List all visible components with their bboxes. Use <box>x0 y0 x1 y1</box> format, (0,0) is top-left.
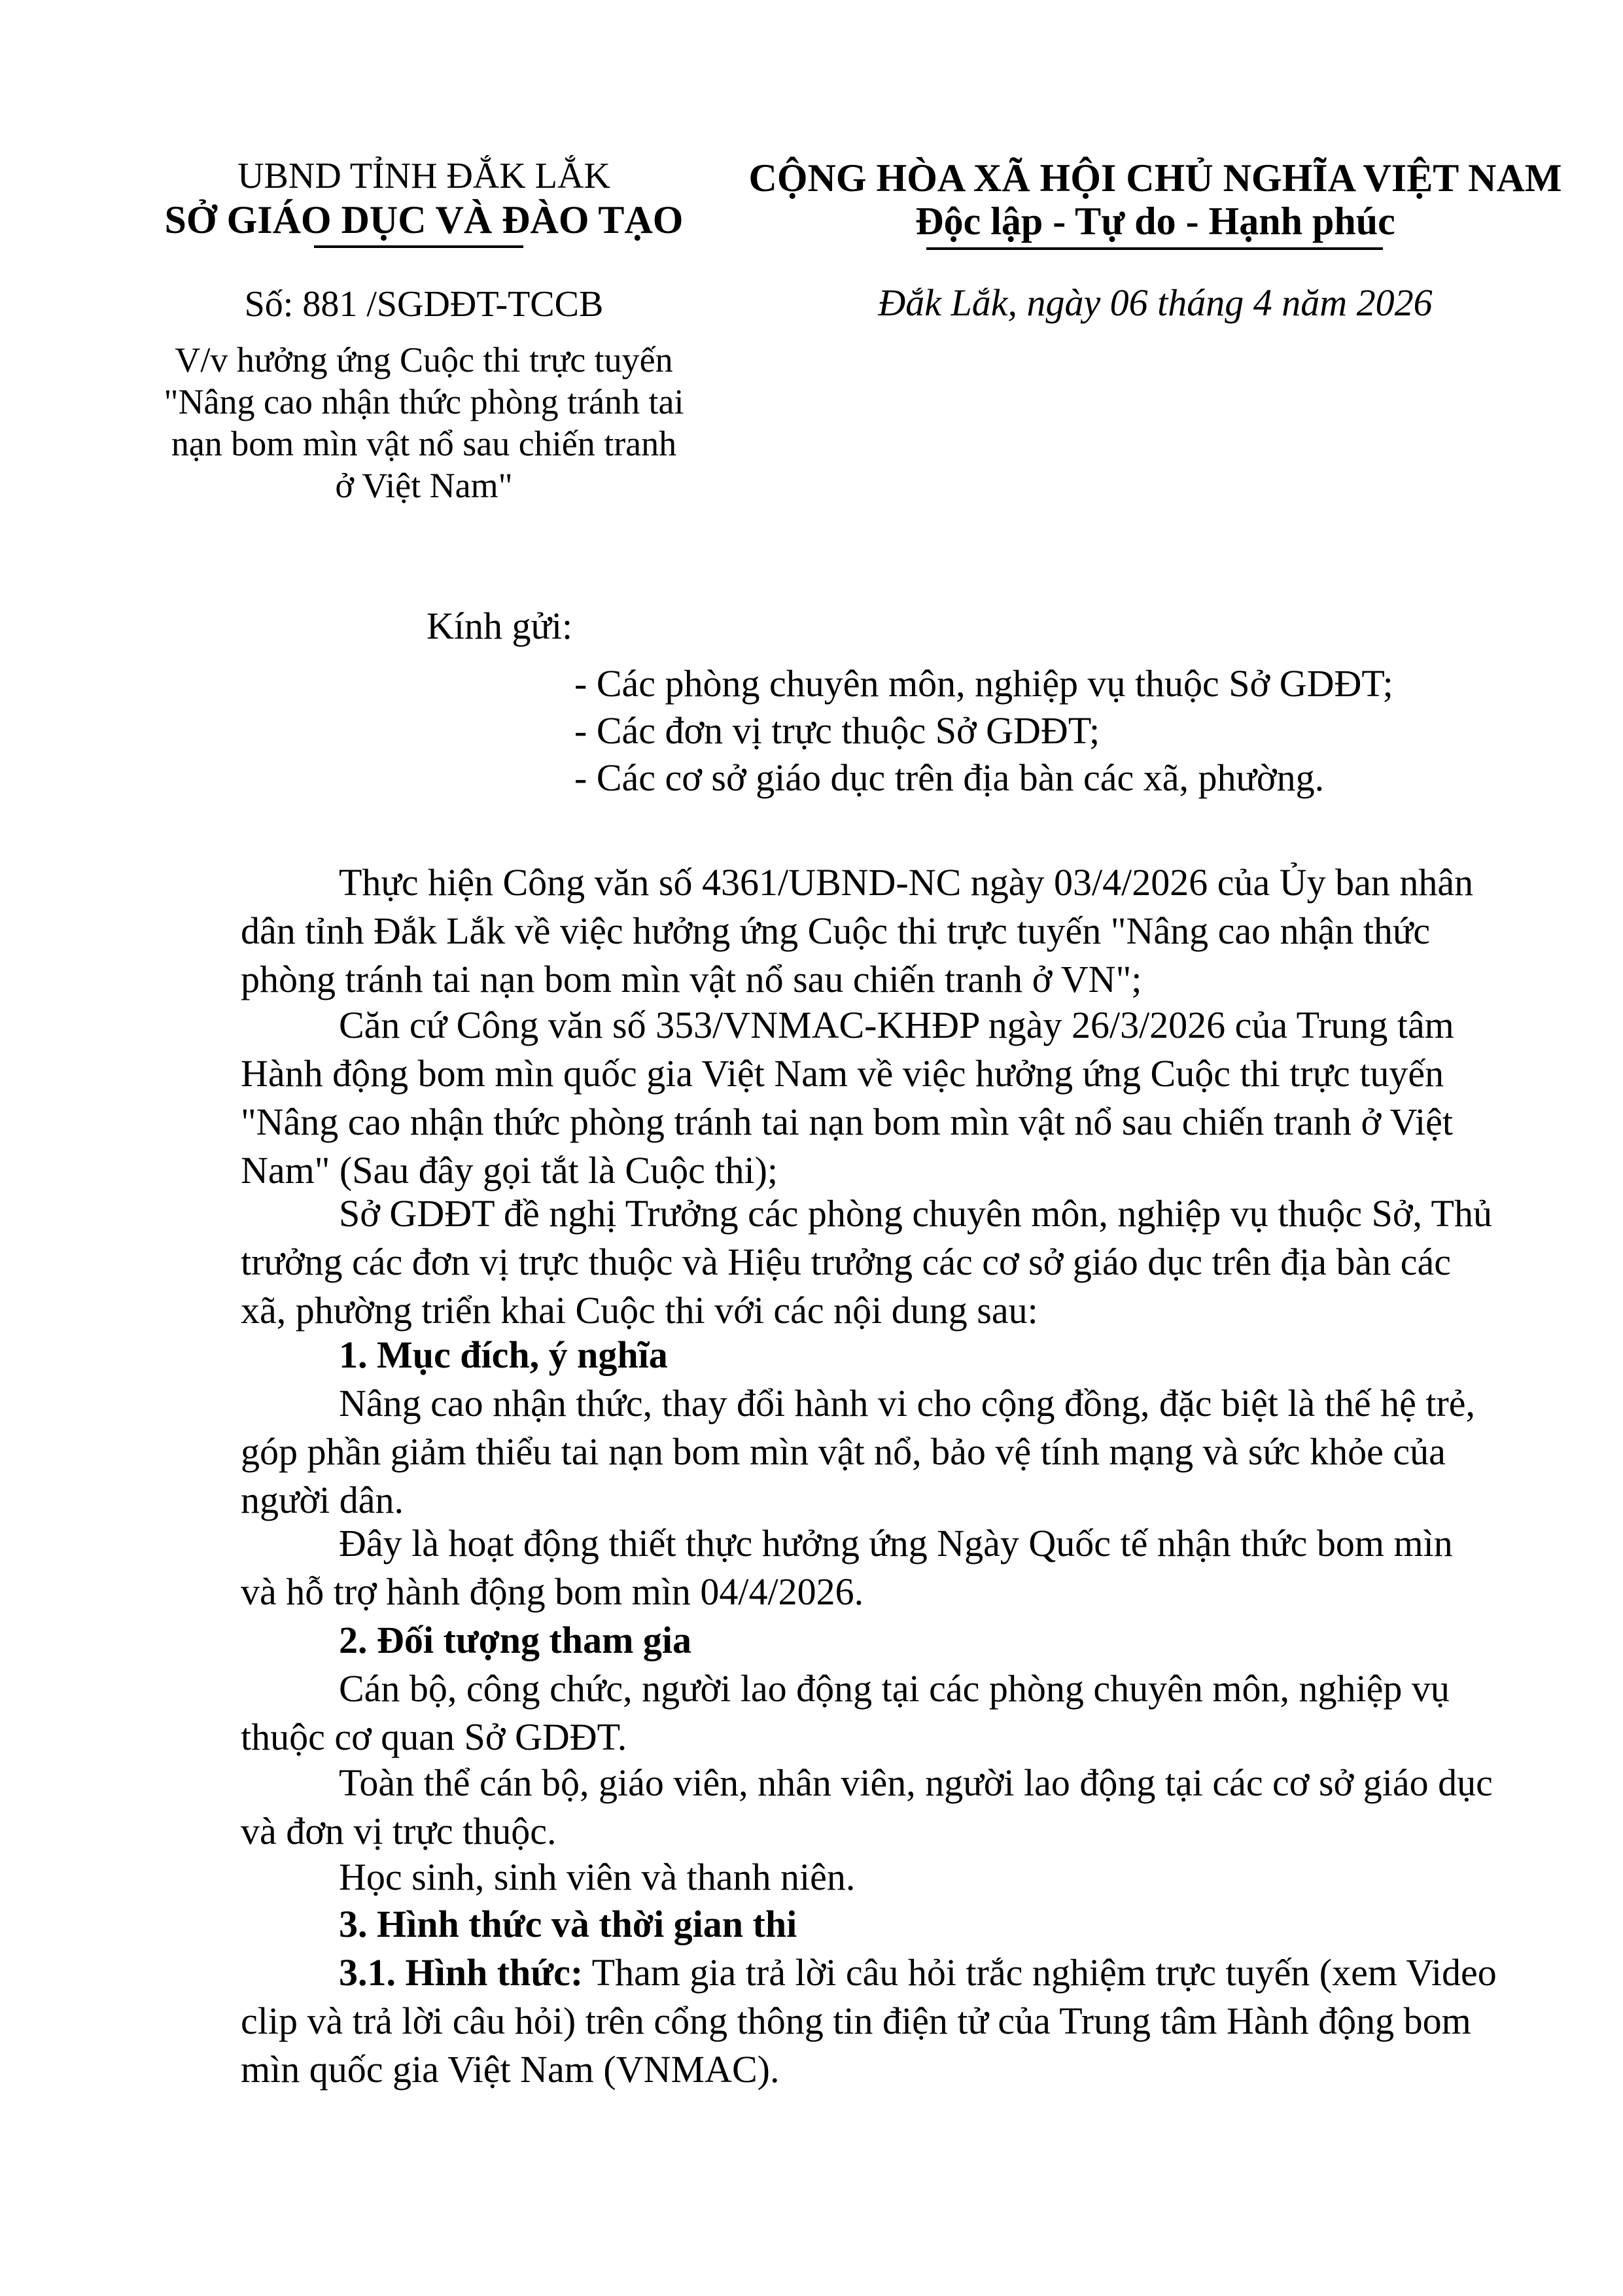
paragraph-8: Học sinh, sinh viên và thanh niên. <box>339 1856 856 1898</box>
paragraph-2 <box>241 1001 1454 1195</box>
text-line: Toàn thể cán bộ, giáo viên, nhân viên, người lao động tại các cơ sở giáo dục <box>339 1761 1493 1804</box>
paragraph-9 <box>241 1949 1497 2094</box>
subject-line: V/v hưởng ứng Cuộc thi trực tuyến <box>175 340 673 380</box>
agency-parent: UBND TỈNH ĐẮK LẮK <box>237 156 610 196</box>
paragraph-6 <box>241 1665 1450 1761</box>
text-line: Căn cứ Công văn số 353/VNMAC-KHĐP ngày 26/3/2026 của Trung tâm <box>339 1004 1454 1046</box>
text-line: Hành động bom mìn quốc gia Việt Nam về việc hưởng ứng Cuộc thi trực tuyến <box>241 1052 1444 1095</box>
text-line: dân tỉnh Đắk Lắk về việc hưởng ứng Cuộc thi trực tuyến "Nâng cao nhận thức <box>241 910 1431 952</box>
text-line: và đơn vị trực thuộc. <box>241 1810 557 1852</box>
section-heading-2: 2. Đối tượng tham gia <box>339 1619 691 1661</box>
text-line: Thực hiện Công văn số 4361/UBND-NC ngày 03/4/2026 của Ủy ban nhân <box>339 861 1474 904</box>
section-heading-3: 3. Hình thức và thời gian thi <box>339 1903 797 1945</box>
text-line: góp phần giảm thiểu tai nạn bom mìn vật nổ, bảo vệ tính mạng và sức khỏe của <box>241 1430 1446 1473</box>
paragraph-4 <box>241 1379 1476 1525</box>
motto: Độc lập - Tự do - Hạnh phúc <box>915 200 1395 243</box>
subject <box>130 339 718 506</box>
text-line: người dân. <box>241 1479 404 1521</box>
text-line: "Nâng cao nhận thức phòng tránh tai nạn bom mìn vật nổ sau chiến tranh ở Việt <box>241 1101 1453 1143</box>
text-line: và hỗ trợ hành động bom mìn 04/4/2026. <box>241 1570 864 1613</box>
paragraph-5 <box>241 1519 1453 1616</box>
text-line: thuộc cơ quan Sở GDĐT. <box>241 1716 627 1758</box>
text-line: Cán bộ, công chức, người lao động tại các phòng chuyên môn, nghiệp vụ <box>339 1667 1450 1710</box>
text-line: mìn quốc gia Việt Nam (VNMAC). <box>241 2048 780 2091</box>
recipient-item: - Các phòng chuyên môn, nghiệp vụ thuộc Sở GDĐT; <box>574 662 1393 705</box>
place-date: Đắk Lắk, ngày 06 tháng 4 năm 2026 <box>878 281 1433 324</box>
doc-number: Số: 881 /SGDĐT-TCCB <box>244 284 604 325</box>
text-line: Nam" (Sau đây gọi tắt là Cuộc thi); <box>241 1149 778 1192</box>
text-line <box>326 1949 1497 1997</box>
paragraph-7 <box>241 1759 1493 1856</box>
text-line: Nâng cao nhận thức, thay đổi hành vi cho cộng đồng, đặc biệt là thế hệ trẻ, <box>339 1382 1476 1424</box>
subsection-lead: 3.1. Hình thức: <box>339 1951 584 1994</box>
nation-title: CỘNG HÒA XÃ HỘI CHỦ NGHĨA VIỆT NAM <box>748 156 1562 200</box>
paragraph-1 <box>241 858 1474 1004</box>
agency-underline <box>314 245 523 248</box>
subject-line: ở Việt Nam" <box>335 466 513 505</box>
text-line: trưởng các đơn vị trực thuộc và Hiệu trưởng các cơ sở giáo dục trên địa bàn các <box>241 1241 1452 1283</box>
subject-line: nạn bom mìn vật nổ sau chiến tranh <box>171 424 677 463</box>
recipient-item: - Các đơn vị trực thuộc Sở GDĐT; <box>574 709 1100 752</box>
recipients-label: Kính gửi: <box>427 605 573 647</box>
recipient-item: - Các cơ sở giáo dục trên địa bàn các xã, phường. <box>574 756 1325 799</box>
agency-name: SỞ GIÁO DỤC VÀ ĐÀO TẠO <box>164 198 684 241</box>
text-line: xã, phường triển khai Cuộc thi với các nội dung sau: <box>241 1289 1038 1332</box>
motto-underline <box>926 247 1383 250</box>
subject-line: "Nâng cao nhận thức phòng tránh tai <box>164 382 684 421</box>
section-heading-1: 1. Mục đích, ý nghĩa <box>339 1333 668 1376</box>
paragraph-3 <box>241 1190 1492 1335</box>
text-line: Đây là hoạt động thiết thực hưởng ứng Ngày Quốc tế nhận thức bom mìn <box>339 1522 1453 1564</box>
text-run: Tham gia trả lời câu hỏi trắc nghiệm trực tuyến (xem Video <box>583 1951 1497 1994</box>
text-line: clip và trả lời câu hỏi) trên cổng thông tin điện tử của Trung tâm Hành động bom <box>241 2000 1471 2042</box>
text-line: phòng tránh tai nạn bom mìn vật nổ sau chiến tranh ở VN"; <box>241 958 1142 1000</box>
text-line: Sở GDĐT đề nghị Trưởng các phòng chuyên môn, nghiệp vụ thuộc Sở, Thủ <box>339 1192 1492 1235</box>
